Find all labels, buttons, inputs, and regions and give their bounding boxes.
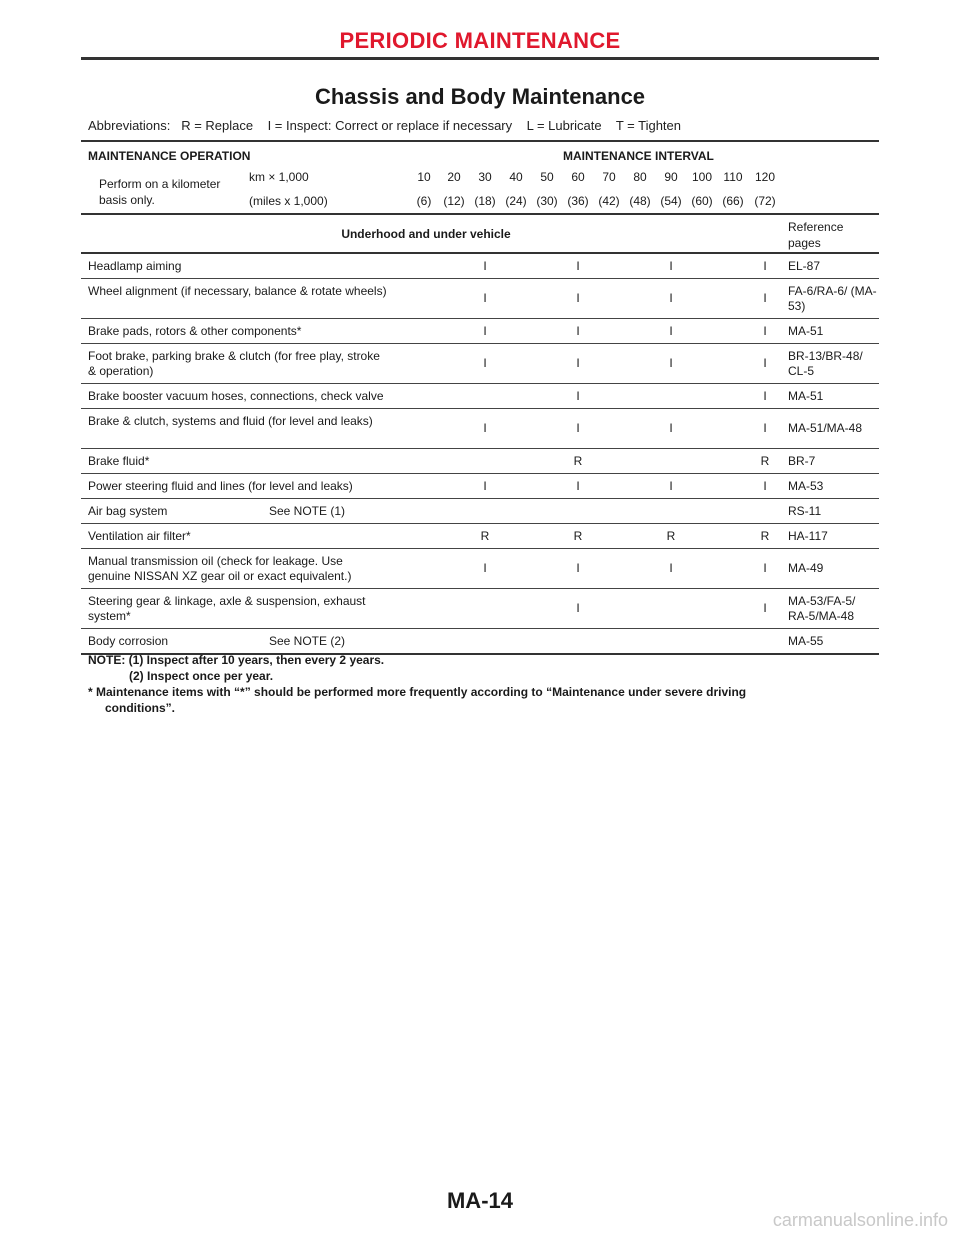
interval-mark: I [669,291,673,305]
miles-unit-label: (miles x 1,000) [249,194,328,208]
table-row [81,474,879,498]
interval-mark: I [669,421,673,435]
note-line-4: conditions”. [105,701,175,715]
table-row [81,499,879,523]
km-interval-value: 30 [478,170,492,184]
interval-mark: I [483,291,487,305]
table-header [81,142,879,213]
table-row [81,629,879,653]
table-row [81,384,879,408]
note-line-3: * Maintenance items with “*” should be performed more frequently according to “Maintenance under severe driving [88,685,747,699]
interval-mark: I [576,561,580,575]
interval-mark: I [483,478,487,493]
interval-mark: R [573,528,583,543]
reference-page: MA-55 [788,633,824,648]
interval-mark: I [669,478,673,493]
reference-page: FA-6/RA-6/ (MA-53) [788,283,877,313]
interval-mark: I [483,356,487,370]
operation-name: Power steering fluid and lines (for level and leaks) [88,478,353,493]
interval-mark: I [483,323,487,338]
miles-interval-value: (24) [505,194,527,208]
operation-name: Air bag system [88,503,168,518]
km-interval-value: 90 [664,170,678,184]
maintenance-table [81,140,879,655]
interval-mark: R [480,528,490,543]
interval-mark: R [760,453,770,468]
miles-interval-value: (30) [536,194,558,208]
operation-name: Brake fluid* [88,453,150,468]
km-interval-value: 110 [723,170,743,184]
table-body [81,254,879,655]
reference-page: BR-7 [788,453,816,468]
miles-interval-value: (60) [691,194,713,208]
interval-mark: I [576,388,580,403]
operation-name: Manual transmission oil (check for leakage. Use genuine NISSAN XZ gear oil or exact equivalent.) [88,553,352,583]
interval-mark: I [576,323,580,338]
reference-page: RS-11 [788,503,822,518]
interval-mark: I [763,356,767,370]
interval-mark: I [763,601,767,615]
section-title: Underhood and under vehicle [341,227,511,241]
km-interval-value: 60 [571,170,585,184]
table-row [81,254,879,278]
operation-name: Brake booster vacuum hoses, connections, check valve [88,388,384,403]
note-line-2: (2) Inspect once per year. [129,669,274,683]
note-line-1: NOTE: (1) Inspect after 10 years, then every 2 years. [88,653,385,667]
km-interval-value: 80 [633,170,647,184]
operation-name: Brake pads, rotors & other components* [88,323,302,338]
table-row [81,589,879,628]
interval-mark: I [763,561,767,575]
table-row [81,409,879,448]
miles-interval-value: (36) [567,194,589,208]
km-interval-value: 20 [447,170,461,184]
interval-mark: R [760,528,770,543]
interval-mark: I [763,258,767,273]
interval-mark: I [763,388,767,403]
interval-mark: I [669,356,673,370]
operation-name: Foot brake, parking brake & clutch (for free play, stroke & operation) [88,348,380,378]
interval-mark: I [669,258,673,273]
operation-name: Brake & clutch, systems and fluid (for level and leaks) [88,413,373,428]
interval-mark: I [576,601,580,615]
interval-mark: R [666,528,676,543]
km-unit-label: km × 1,000 [249,170,309,184]
interval-mark: I [576,421,580,435]
interval-mark: I [483,561,487,575]
interval-mark: I [576,291,580,305]
reference-page: BR-13/BR-48/ CL-5 [788,348,863,378]
interval-column-label: MAINTENANCE INTERVAL [563,149,714,163]
watermark: carmanualsonline.info [772,1210,948,1230]
interval-mark: I [669,561,673,575]
table-row [81,344,879,383]
interval-mark: I [669,323,673,338]
km-interval-value: 70 [602,170,616,184]
km-interval-value: 120 [754,170,776,184]
reference-pages-label: Reference pages [788,220,844,250]
table-row [81,319,879,343]
km-interval-value: 10 [417,170,431,184]
interval-mark: I [483,421,487,435]
operation-column-label: MAINTENANCE OPERATION [88,149,251,163]
reference-page: EL-87 [788,258,821,273]
table-row [81,524,879,548]
operation-name: Ventilation air filter* [88,528,191,543]
interval-mark: I [763,478,767,493]
basis-note: Perform on a kilometer basis only. [99,177,221,207]
reference-page: MA-51 [788,323,824,338]
miles-interval-value: (66) [722,194,744,208]
reference-page: MA-51 [788,388,824,403]
table-row [81,549,879,588]
page-number: MA-14 [446,1188,513,1213]
table-row [81,449,879,473]
interval-mark: I [483,258,487,273]
section-header-title: PERIODIC MAINTENANCE [339,28,621,53]
miles-interval-value: (48) [629,194,651,208]
miles-interval-value: (54) [660,194,682,208]
interval-mark: I [576,478,580,493]
miles-interval-value: (42) [598,194,620,208]
row-note: See NOTE (2) [269,633,346,648]
reference-page: MA-51/MA-48 [788,421,863,435]
operation-name: Headlamp aiming [88,258,182,273]
miles-interval-value: (18) [474,194,496,208]
abbreviations-line: Abbreviations: R = Replace I = Inspect: Correct or replace if necessary L = Lubricate T = Tighten [88,118,682,133]
interval-mark: I [576,258,580,273]
operation-name: Body corrosion [88,633,169,648]
operation-name: Steering gear & linkage, axle & suspension, exhaust system* [88,593,366,623]
section-header [81,215,879,252]
operation-name: Wheel alignment (if necessary, balance & rotate wheels) [88,283,387,298]
km-interval-value: 100 [691,170,713,184]
interval-mark: I [763,421,767,435]
interval-mark: I [576,356,580,370]
reference-page: HA-117 [788,528,828,543]
header-rule [81,57,879,60]
row-note: See NOTE (1) [269,503,346,518]
reference-page: MA-53 [788,478,824,493]
miles-interval-value: (6) [416,194,432,208]
table-row [81,279,879,318]
reference-page: MA-53/FA-5/ RA-5/MA-48 [788,593,856,623]
reference-page: MA-49 [788,561,824,575]
interval-mark: R [573,453,583,468]
km-interval-value: 40 [509,170,523,184]
miles-interval-value: (72) [754,194,776,208]
page-title: Chassis and Body Maintenance [314,84,646,109]
km-interval-value: 50 [540,170,554,184]
interval-mark: I [763,323,767,338]
interval-mark: I [763,291,767,305]
miles-interval-value: (12) [443,194,465,208]
